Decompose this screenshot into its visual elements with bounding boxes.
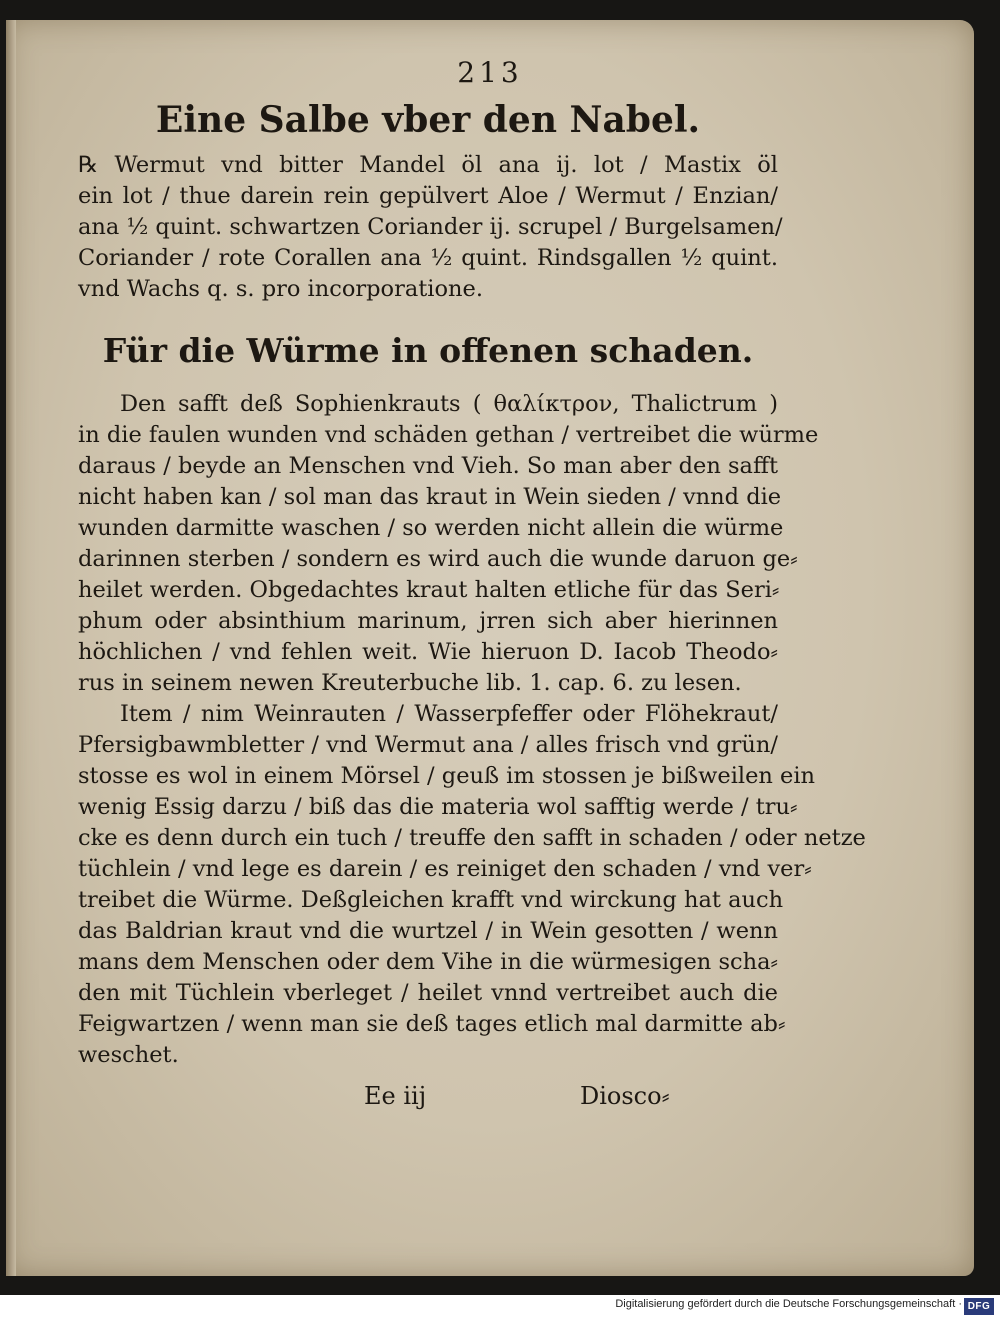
text-line: darinnen sterben / sondern es wird auch die wunde daruon ge⸗ bbox=[78, 546, 798, 572]
recipe-block bbox=[78, 150, 783, 305]
text-line: vnd Wachs q. s. pro incorporatione. bbox=[78, 276, 483, 302]
text-line: wenig Essig darzu / biß das die materia wol safftig werde / tru⸗ bbox=[78, 794, 798, 820]
text-line: tüchlein / vnd lege es darein / es reiniget den schaden / vnd ver⸗ bbox=[78, 856, 812, 882]
book-page bbox=[6, 20, 974, 1276]
text-line: phum oder absinthium marinum, jrren sich aber hierinnen bbox=[78, 608, 778, 634]
page-text bbox=[78, 99, 866, 1071]
text-line: Pfersigbawmbletter / vnd Wermut ana / alles frisch vnd grün/ bbox=[78, 732, 778, 758]
page-number: 213 bbox=[457, 56, 523, 89]
text-line: treibet die Würme. Deßgleichen krafft vnd wirckung hat auch bbox=[78, 887, 784, 913]
signature-mark: Ee iij bbox=[364, 1082, 427, 1110]
text-line: ana ½ quint. schwartzen Coriander ij. scrupel / Burgelsamen/ bbox=[78, 214, 783, 240]
text-line: Coriander / rote Corallen ana ½ quint. Rindsgallen ½ quint. bbox=[78, 245, 778, 271]
text-line: cke es denn durch ein tuch / treuffe den safft in schaden / oder netze bbox=[78, 825, 866, 851]
text-line: höchlichen / vnd fehlen weit. Wie hieruon D. Iacob Theodo⸗ bbox=[78, 639, 778, 665]
text-line: in die faulen wunden vnd schäden gethan / vertreibet die würme bbox=[78, 422, 819, 448]
text-line: wunden darmitte waschen / so werden nicht allein die würme bbox=[78, 515, 784, 541]
paragraph-sophienkraut bbox=[78, 389, 819, 699]
catchword: Diosco⸗ bbox=[580, 1082, 670, 1110]
text-line: das Baldrian kraut vnd die wurtzel / in Wein gesotten / wenn bbox=[78, 918, 778, 944]
text-line: Feigwartzen / wenn man sie deß tages etlich mal darmitte ab⸗ bbox=[78, 1011, 786, 1037]
text-line: weschet. bbox=[78, 1042, 179, 1068]
text-line: rus in seinem newen Kreuterbuche lib. 1. cap. 6. zu lesen. bbox=[78, 670, 742, 696]
text-line: den mit Tüchlein vberleget / heilet vnnd vertreibet auch die bbox=[78, 980, 778, 1006]
funding-credit: Digitalisierung gefördert durch die Deutsche Forschungsgemeinschaft · bbox=[615, 1298, 962, 1310]
text-line: ein lot / thue darein rein gepülvert Aloe / Wermut / Enzian/ bbox=[78, 183, 778, 209]
text-line: mans dem Menschen oder dem Vihe in die würmesigen scha⸗ bbox=[78, 949, 778, 975]
text-line: Item / nim Weinrauten / Wasserpfeffer oder Flöhekraut/ bbox=[120, 701, 778, 727]
text-line: Den safft deß Sophienkrauts ( θαλίκτρον, Thalictrum ) bbox=[120, 391, 778, 417]
page-binding-edge bbox=[6, 20, 16, 1276]
text-line: heilet werden. Obgedachtes kraut halten etliche für das Seri⸗ bbox=[78, 577, 780, 603]
text-line: ℞ Wermut vnd bitter Mandel öl ana ij. lot / Mastix öl bbox=[78, 152, 778, 178]
credit-bar bbox=[0, 1295, 1000, 1317]
text-line: nicht haben kan / sol man das kraut in Wein sieden / vnnd die bbox=[78, 484, 782, 510]
heading-salbe: Eine Salbe vber den Nabel. bbox=[155, 99, 701, 141]
text-line: daraus / beyde an Menschen vnd Vieh. So man aber den safft bbox=[78, 453, 778, 479]
heading-wuerme: Für die Würme in offenen schaden. bbox=[102, 331, 754, 370]
paragraph-weinrauten bbox=[78, 699, 866, 1071]
text-line: stosse es wol in einem Mörsel / geuß im stossen je bißweilen ein bbox=[78, 763, 816, 789]
dfg-logo-icon: DFG bbox=[964, 1298, 994, 1315]
